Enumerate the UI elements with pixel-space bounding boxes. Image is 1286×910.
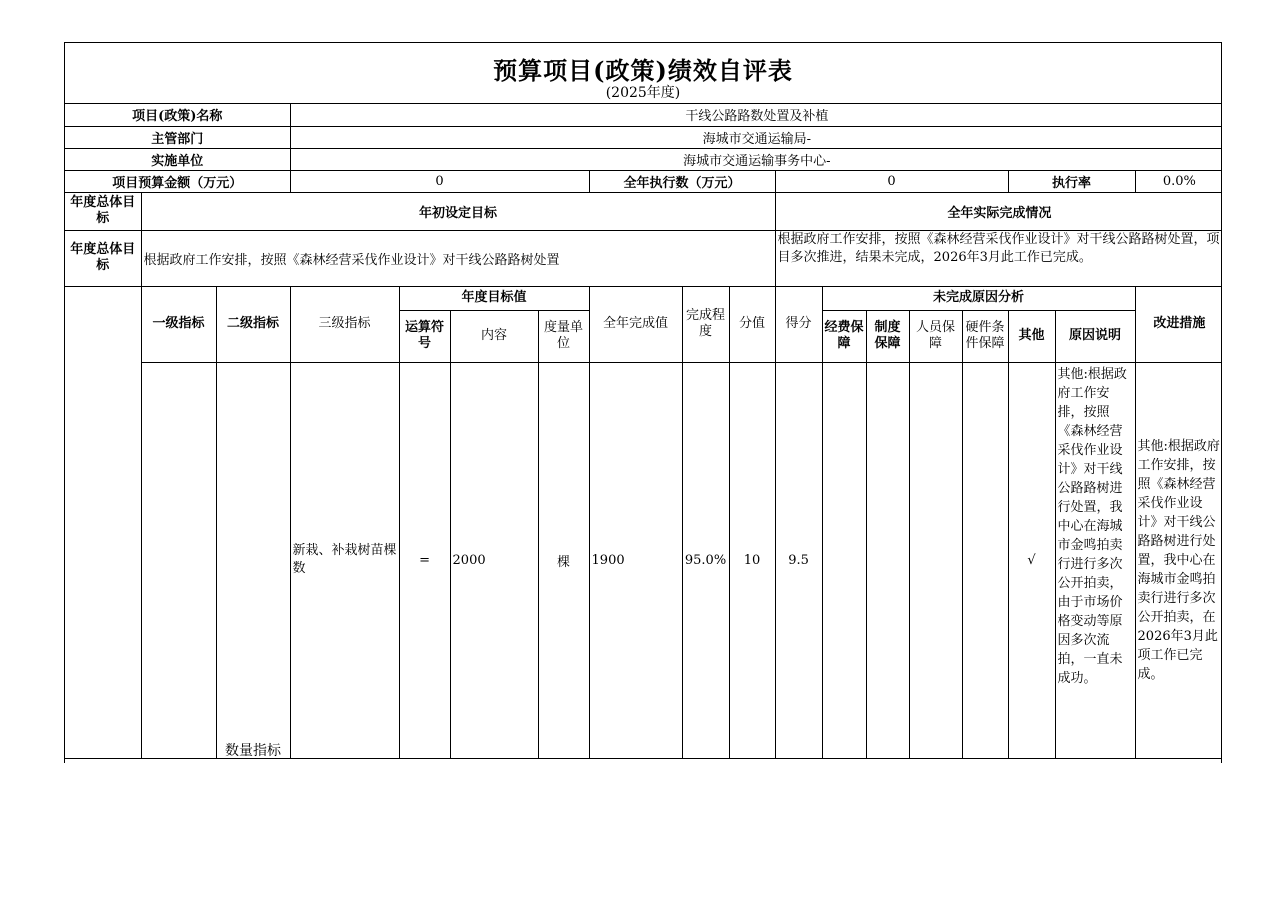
other-header: 其他: [1008, 310, 1055, 362]
budget-row: [65, 170, 1222, 192]
rate-label: 执行率: [1008, 170, 1135, 192]
other-cell: √: [1008, 362, 1055, 758]
page-subtitle: (2025年度): [605, 85, 681, 101]
project-name-value: 干线公路路数处置及补植: [290, 104, 1222, 126]
unit-label: 实施单位: [65, 148, 290, 170]
year-value-cell: 1900: [589, 362, 682, 758]
completion-header: 完成程度: [682, 286, 729, 362]
initial-goal-label: 年初设定目标: [141, 192, 775, 230]
dept-row: [65, 126, 1222, 148]
measures-header: 改进措施: [1135, 286, 1222, 362]
unit-value: 海城市交通运输事务中心-: [290, 148, 1222, 170]
explain-header: 原因说明: [1055, 310, 1135, 362]
reason-group-header: 未完成原因分析: [822, 286, 1135, 310]
funding-header: 经费保障: [822, 310, 866, 362]
title-block: [65, 43, 1221, 104]
level1-cell: [141, 362, 216, 758]
goals-content-row: [65, 230, 1222, 286]
goals-col-label: 年度总体目标: [65, 192, 141, 230]
unit-header: 度量单位: [538, 310, 589, 362]
indicator-header-row-1: [65, 286, 1222, 310]
year-value-header: 全年完成值: [589, 286, 682, 362]
score-value-cell: 10: [729, 362, 775, 758]
content-cell: 2000: [450, 362, 538, 758]
level3-cell: 新栽、补栽树苗棵数: [290, 362, 399, 758]
unit-row: [65, 148, 1222, 170]
page-title: 预算项目(政策)绩效自评表: [493, 56, 793, 85]
measures-cell: 其他:根据政府工作安排，按照《森林经营采伐作业设计》对干线公路路树进行处置，我中心在海城市金鸣拍卖行进行多次公开拍卖，在2026年3月此项工作已完成。: [1135, 362, 1222, 758]
budget-label: 项目预算金额（万元）: [65, 170, 290, 192]
op-cell: =: [399, 362, 450, 758]
personnel-header: 人员保障: [909, 310, 962, 362]
hardware-header: 硬件条件保障: [962, 310, 1008, 362]
explain-cell: 其他:根据政府工作安排，按照《森林经营采伐作业设计》对干线公路路树进行处置，我中心在海城市金鸣拍卖行进行多次公开拍卖，由于市场价格变动等原因多次流拍，一直未成功。: [1055, 362, 1135, 758]
level3-header: 三级指标: [290, 286, 399, 362]
initial-goal-text: 根据政府工作安排，按照《森林经营采伐作业设计》对干线公路路树处置: [141, 230, 775, 286]
personnel-cell: [909, 362, 962, 758]
table-row: [65, 362, 1222, 758]
actual-goal-text: 根据政府工作安排，按照《森林经营采伐作业设计》对干线公路路树处置，项目多次推进，结果未完成，2026年3月此工作已完成。: [775, 230, 1222, 286]
system-header: 制度保障: [866, 310, 909, 362]
funding-cell: [822, 362, 866, 758]
completion-cell: 95.0%: [682, 362, 729, 758]
project-name-row: [65, 104, 1222, 126]
score-cell: 9.5: [775, 362, 822, 758]
evaluation-table: [65, 104, 1222, 759]
executed-label: 全年执行数（万元）: [589, 170, 775, 192]
op-header: 运算符号: [399, 310, 450, 362]
hardware-cell: [962, 362, 1008, 758]
score-value-header: 分值: [729, 286, 775, 362]
level1-header: 一级指标: [141, 286, 216, 362]
project-name-label: 项目(政策)名称: [65, 104, 290, 126]
level2-header: 二级指标: [216, 286, 290, 362]
indicator-side-cell: [65, 286, 141, 758]
score-header: 得分: [775, 286, 822, 362]
rate-value: 0.0%: [1135, 170, 1222, 192]
target-group-header: 年度目标值: [399, 286, 589, 310]
dept-value: 海城市交通运输局-: [290, 126, 1222, 148]
unit-cell: 棵: [538, 362, 589, 758]
actual-goal-label: 全年实际完成情况: [775, 192, 1222, 230]
goals-row-label: 年度总体目标: [65, 230, 141, 286]
level2-cell: 数量指标: [216, 362, 290, 758]
content-header: 内容: [450, 310, 538, 362]
goals-header-row: [65, 192, 1222, 230]
dept-label: 主管部门: [65, 126, 290, 148]
system-cell: [866, 362, 909, 758]
evaluation-sheet: [64, 42, 1222, 763]
budget-value: 0: [290, 170, 589, 192]
executed-value: 0: [775, 170, 1008, 192]
